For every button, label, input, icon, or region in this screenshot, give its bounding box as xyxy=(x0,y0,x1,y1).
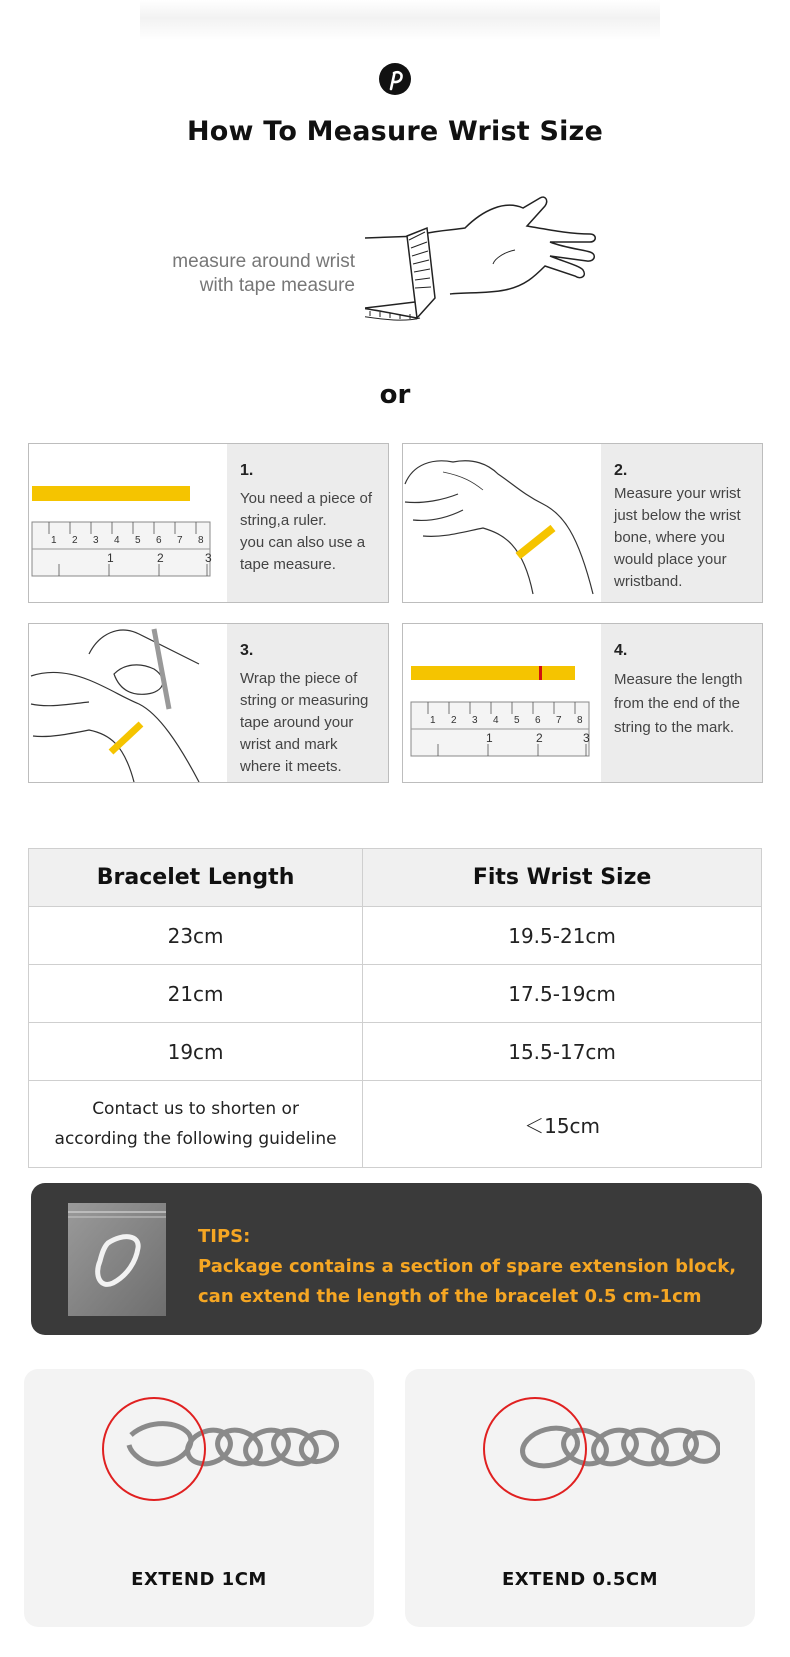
step2-number: 2. xyxy=(614,462,628,479)
step1-line: You need a piece of xyxy=(240,490,373,507)
tips-banner xyxy=(31,1183,762,1335)
step1-line: tape measure. xyxy=(240,556,336,573)
step2-illustration xyxy=(403,444,601,602)
step3-line: Wrap the piece of xyxy=(240,670,358,687)
step-card-3 xyxy=(28,623,389,783)
step4-illustration xyxy=(403,624,601,782)
table-row-note xyxy=(29,1081,762,1168)
svg-text:5: 5 xyxy=(514,715,520,726)
table-row xyxy=(29,907,762,965)
svg-text:1: 1 xyxy=(107,551,114,565)
step3-line: wrist and mark xyxy=(240,736,338,753)
cell-wrist-size: 17.5-19cm xyxy=(363,965,762,1023)
column-header-wrist-size: Fits Wrist Size xyxy=(363,849,762,907)
or-divider: or xyxy=(379,380,411,410)
step2-line: Measure your wrist xyxy=(614,485,741,502)
tips-body xyxy=(198,1252,738,1312)
tape-caption xyxy=(120,250,355,298)
svg-text:2: 2 xyxy=(72,535,78,546)
marked-string-ruler-image xyxy=(403,624,601,782)
step2-line: just below the wrist xyxy=(614,507,741,524)
svg-text:3: 3 xyxy=(583,731,590,745)
cell-bracelet-length: 23cm xyxy=(29,907,363,965)
extend-1cm-label: EXTEND 1CM xyxy=(131,1569,267,1590)
extend-card-0-5cm xyxy=(405,1369,755,1627)
wrap-and-mark-image xyxy=(29,624,227,782)
step4-line: Measure the length xyxy=(614,671,743,688)
tape-caption-line1: measure around wrist xyxy=(172,251,355,272)
step1-text-panel xyxy=(227,444,388,602)
step2-description xyxy=(614,483,759,593)
cell-wrist-size: 15.5-17cm xyxy=(363,1023,762,1081)
size-chart-table xyxy=(28,848,762,1168)
svg-text:4: 4 xyxy=(493,715,499,726)
top-shade-band xyxy=(140,0,660,40)
hand-with-tape-illustration xyxy=(365,190,635,340)
pinterest-logo-icon xyxy=(378,62,412,96)
step2-text-panel xyxy=(601,444,762,602)
step3-text-panel xyxy=(227,624,388,782)
step3-description xyxy=(240,668,385,778)
svg-text:2: 2 xyxy=(157,551,164,565)
tips-line2: can extend the length of the bracelet 0.5 cm-1cm xyxy=(198,1286,702,1307)
step4-number: 4. xyxy=(614,642,628,659)
step3-number: 3. xyxy=(240,642,254,659)
hand-wristband-image xyxy=(403,444,601,602)
note-line2: according the following guideline xyxy=(54,1129,337,1149)
cell-bracelet-length: 21cm xyxy=(29,965,363,1023)
svg-text:3: 3 xyxy=(472,715,478,726)
column-header-bracelet-length: Bracelet Length xyxy=(29,849,363,907)
step3-line: string or measuring xyxy=(240,692,369,709)
svg-text:6: 6 xyxy=(156,535,162,546)
svg-text:3: 3 xyxy=(93,535,99,546)
extension-ring-package-image xyxy=(68,1203,166,1316)
cell-wrist-size: 19.5-21cm xyxy=(363,907,762,965)
svg-text:1: 1 xyxy=(430,715,436,726)
cell-contact-note xyxy=(29,1081,363,1168)
step-card-1 xyxy=(28,443,389,603)
extend-card-1cm xyxy=(24,1369,374,1627)
note-line1: Contact us to shorten or xyxy=(92,1099,299,1119)
svg-text:7: 7 xyxy=(177,535,183,546)
step-card-2 xyxy=(402,443,763,603)
svg-text:8: 8 xyxy=(198,535,204,546)
svg-text:2: 2 xyxy=(536,731,543,745)
step1-line: you can also use a xyxy=(240,534,366,551)
tips-label: TIPS: xyxy=(198,1226,251,1247)
tips-line1: Package contains a section of spare extension block, xyxy=(198,1256,737,1277)
step4-text-panel xyxy=(601,624,762,782)
cell-wrist-size: ＜15cm xyxy=(363,1081,762,1168)
svg-text:1: 1 xyxy=(486,731,493,745)
chain-extend-1cm-image xyxy=(69,1379,339,1529)
svg-text:8: 8 xyxy=(577,715,583,726)
svg-text:3: 3 xyxy=(205,551,212,565)
table-row xyxy=(29,965,762,1023)
page-title: How To Measure Wrist Size xyxy=(187,116,603,147)
svg-text:4: 4 xyxy=(114,535,120,546)
step1-illustration xyxy=(29,444,227,602)
svg-text:1: 1 xyxy=(51,535,57,546)
extend-0-5cm-label: EXTEND 0.5CM xyxy=(501,1569,659,1590)
step4-line: string to the mark. xyxy=(614,719,735,736)
table-header-row xyxy=(29,849,762,907)
svg-text:7: 7 xyxy=(556,715,562,726)
tape-caption-line2: with tape measure xyxy=(199,275,355,296)
step1-line: string,a ruler. xyxy=(240,512,327,529)
step-card-4 xyxy=(402,623,763,783)
svg-text:2: 2 xyxy=(451,715,457,726)
step4-description xyxy=(614,668,759,740)
step2-line: bone, where you xyxy=(614,529,725,546)
svg-text:5: 5 xyxy=(135,535,141,546)
step3-line: tape around your xyxy=(240,714,354,731)
svg-text:6: 6 xyxy=(535,715,541,726)
table-row xyxy=(29,1023,762,1081)
chain-extend-0-5cm-image xyxy=(450,1379,720,1529)
step2-line: would place your xyxy=(614,551,727,568)
step1-number: 1. xyxy=(240,462,254,479)
step1-description xyxy=(240,488,385,576)
ruler-and-string-image xyxy=(29,444,227,602)
step2-line: wristband. xyxy=(614,573,683,590)
step4-line: from the end of the xyxy=(614,695,740,712)
step3-line: where it meets. xyxy=(240,758,342,775)
cell-bracelet-length: 19cm xyxy=(29,1023,363,1081)
step3-illustration xyxy=(29,624,227,782)
